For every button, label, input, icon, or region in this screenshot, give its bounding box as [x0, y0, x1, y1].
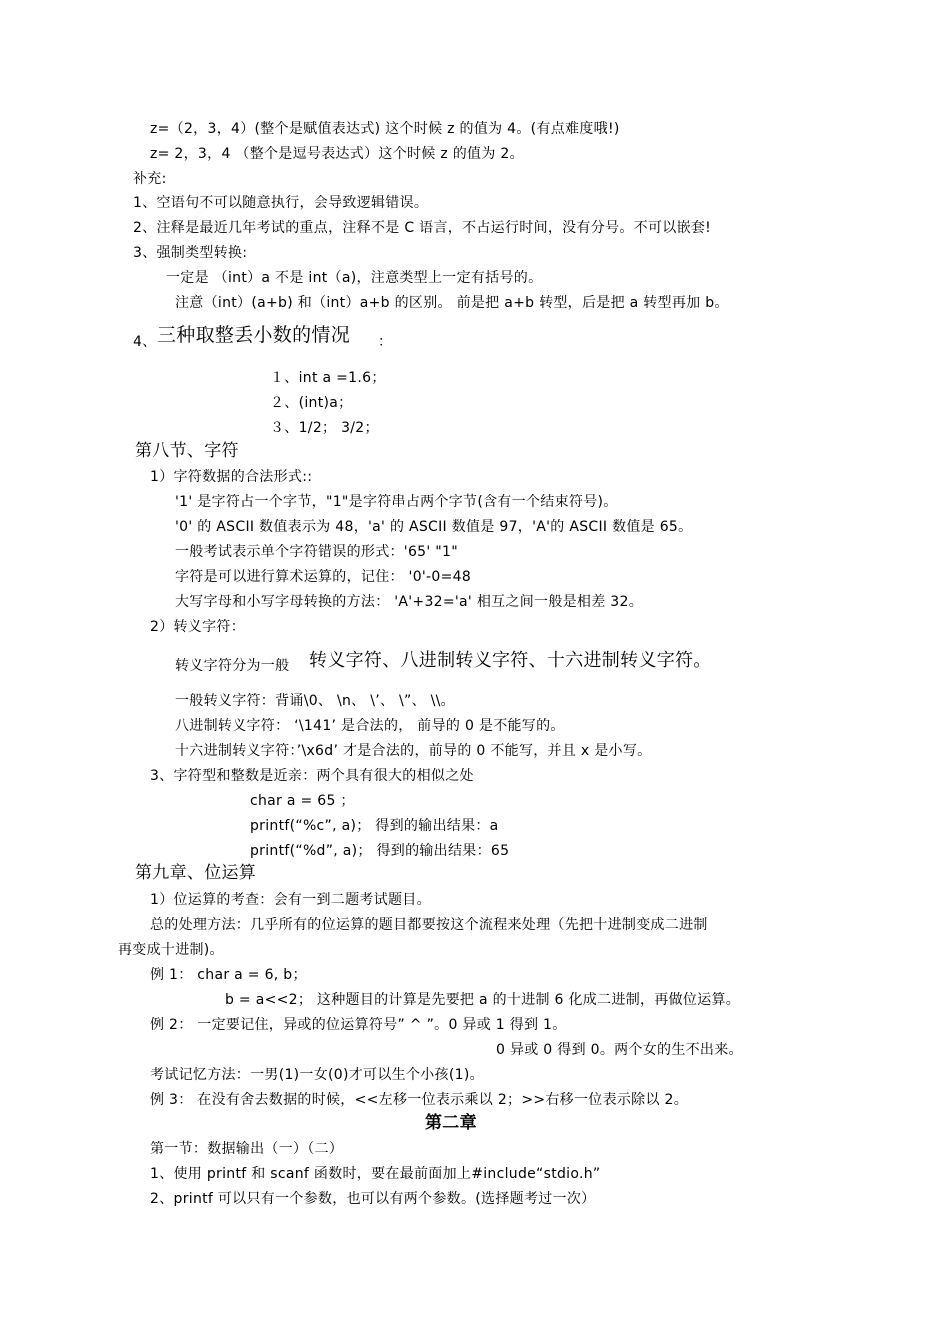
text-line: z= 2，3，4 （整个是逗号表达式）这个时候 z 的值为 2。 — [150, 146, 524, 162]
text-line: b = a<<2； 这种题目的计算是先要把 a 的十进制 6 化成二进制，再做位运算。 — [225, 992, 741, 1008]
code-line: ２、(int)a； — [270, 395, 353, 411]
text-line: 一定是 （int）a 不是 int（a)，注意类型上一定有括号的。 — [166, 270, 543, 286]
text-line: 十六进制转义字符：’\x6d’ 才是合法的，前导的 0 不能写，并且 x 是小写。 — [175, 743, 652, 759]
text-line: 字符是可以进行算术运算的，记住： '0'-0=48 — [175, 569, 472, 585]
text-line: 一般转义字符：背诵\0、 \n、 \’、 \”、 \\。 — [175, 693, 455, 709]
text-line: 一般考试表示单个字符错误的形式：'65' "1" — [175, 544, 458, 560]
section-heading: 第八节、字符 — [135, 441, 239, 461]
text-line: 再变成十进制)。 — [118, 942, 224, 958]
text-line: 总的处理方法：几乎所有的位运算的题目都要按这个流程来处理（先把十进制变成二进制 — [150, 917, 708, 933]
text-line: 3、强制类型转换: — [133, 245, 248, 261]
text-line: 考试记忆方法：一男(1)一女(0)才可以生个小孩(1)。 — [150, 1067, 484, 1083]
text-line: 注意（int）(a+b) 和（int）a+b 的区别。 前是把 a+b 转型，后是把 a 转型再加 b。 — [175, 295, 729, 311]
text-line: 1）位运算的考查：会有一到二题考试题目。 — [150, 892, 431, 908]
code-line: ３、1/2； 3/2； — [270, 420, 379, 436]
code-line: printf(“%d”, a)； 得到的输出结果：65 — [250, 843, 510, 859]
text-line: 2）转义字符： — [150, 619, 246, 635]
section-heading: 第九章、位运算 — [135, 863, 257, 883]
text-line: 2、printf 可以只有一个参数，也可以有两个参数。(选择题考过一次） — [150, 1191, 596, 1207]
section-heading: 三种取整丢小数的情况 — [157, 324, 351, 346]
text-line: 2、注释是最近几年考试的重点，注释不是 C 语言，不占运行时间，没有分号。不可以嵌套! — [133, 220, 712, 236]
code-line: printf(“%c”, a)； 得到的输出结果：a — [250, 818, 499, 834]
text-line: 0 异或 0 得到 0。两个女的生不出来。 — [496, 1042, 743, 1058]
text-line: 补充: — [133, 171, 167, 187]
text-line: 1、空语句不可以随意执行，会导致逻辑错误。 — [133, 195, 429, 211]
code-line: １、int a =1.6； — [270, 370, 386, 386]
text-line: '1' 是字符占一个字节，"1"是字符串占两个字节(含有一个结束符号)。 — [175, 494, 618, 510]
text-line: 例 1： char a = 6, b； — [150, 967, 307, 983]
text-line: 例 3： 在没有舍去数据的时候，<<左移一位表示乘以 2；>>右移一位表示除以 2。 — [150, 1092, 689, 1108]
text-line: 第一节：数据输出（一）（二） — [150, 1141, 344, 1157]
text-line: 1）字符数据的合法形式:: — [150, 469, 313, 485]
code-line: char a = 65 ； — [250, 793, 355, 809]
text-line: 转义字符分为一般 — [175, 658, 290, 674]
text-line: '0' 的 ASCII 数值表示为 48，'a' 的 ASCII 数值是 97，'A'的 ASCII 数值是 65。 — [175, 519, 693, 535]
text-line: 大写字母和小写字母转换的方法： 'A'+32='a' 相互之间一般是相差 32。 — [175, 594, 643, 610]
text-line: 1、使用 printf 和 scanf 函数时，要在最前面加上#include“stdio.h” — [150, 1166, 601, 1182]
text-line: 转义字符、八进制转义字符、十六进制转义字符。 — [309, 650, 712, 671]
chapter-heading: 第二章 — [425, 1113, 477, 1133]
text-line: 3、字符型和整数是近亲：两个具有很大的相似之处 — [150, 768, 474, 784]
text-line: z=（2，3，4）(整个是赋值表达式) 这个时候 z 的值为 4。(有点难度哦!) — [150, 121, 620, 137]
text-line: 4、 — [133, 334, 157, 350]
text-line: 例 2： 一定要记住，异或的位运算符号” ^ ”。0 异或 1 得到 1。 — [150, 1017, 567, 1033]
text-line: 八进制转义字符： ‘\141’ 是合法的， 前导的 0 是不能写的。 — [175, 718, 565, 734]
text-line: ： — [378, 334, 393, 350]
